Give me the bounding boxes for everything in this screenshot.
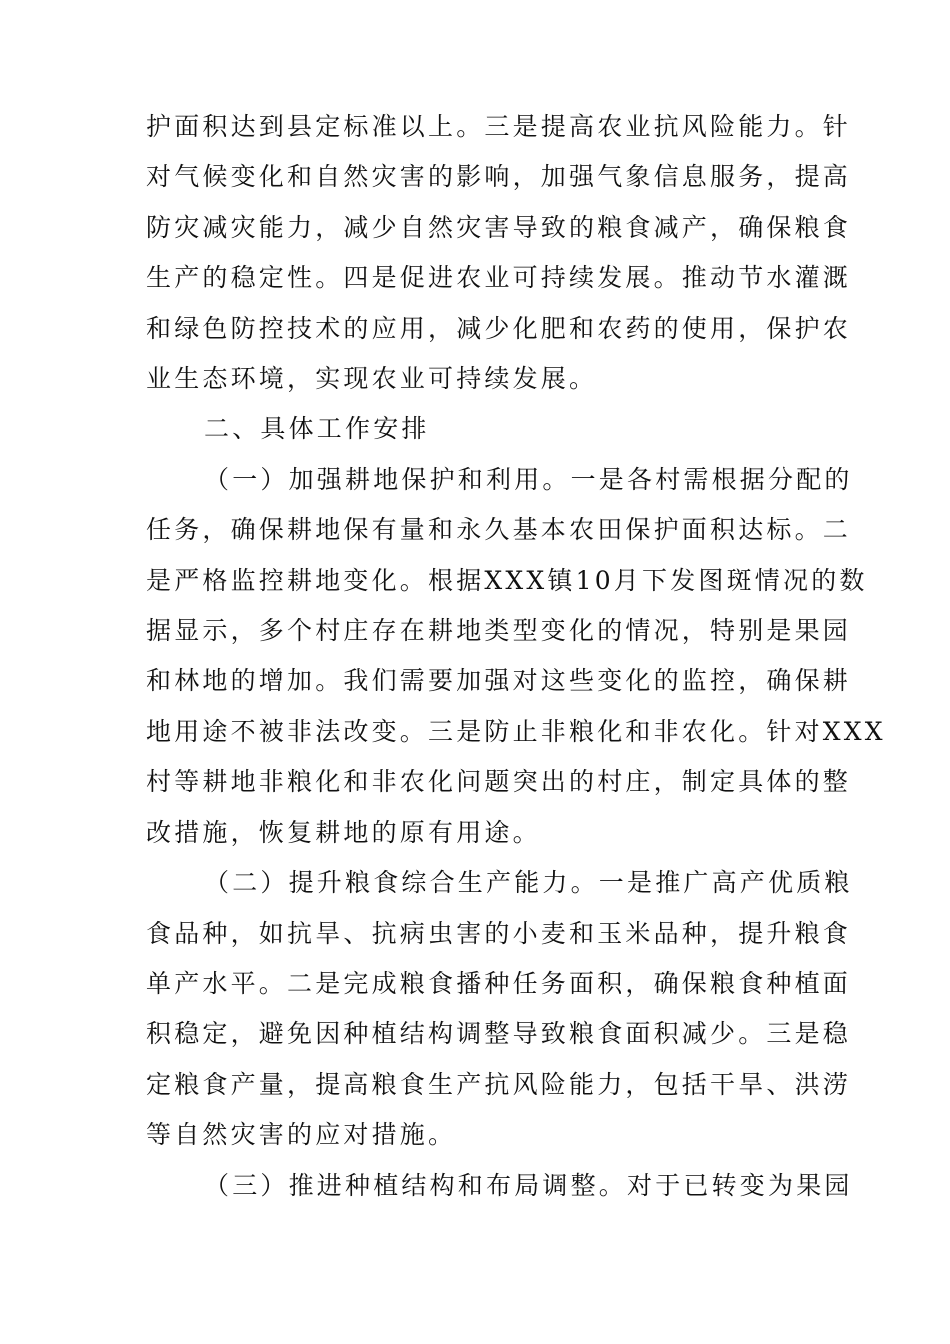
- text-line: 和林地的增加。我们需要加强对这些变化的监控，确保耕: [146, 666, 852, 696]
- text-line: 单产水平。二是完成粮食播种任务面积，确保粮食种植面: [146, 968, 852, 998]
- text-line: 是严格监控耕地变化。根据XXX镇10月下发图斑情况的数: [146, 565, 868, 595]
- section-heading: [146, 404, 806, 454]
- text-line: 定粮食产量，提高粮食生产抗风险能力，包括干旱、洪涝: [146, 1069, 852, 1099]
- text-line: 等自然灾害的应对措施。: [146, 1120, 457, 1150]
- text-line: 业生态环境，实现农业可持续发展。: [146, 364, 598, 394]
- text-line: 积稳定，避免因种植结构调整导致粮食面积减少。三是稳: [146, 1019, 852, 1049]
- text-line: （三）推进种植结构和布局调整。对于已转变为果园: [204, 1170, 853, 1200]
- text-line: （一）加强耕地保护和利用。一是各村需根据分配的: [204, 464, 853, 494]
- paragraph-grain-capacity: [146, 858, 853, 1160]
- text-line: 食品种，如抗旱、抗病虫害的小麦和玉米品种，提升粮食: [146, 918, 852, 948]
- paragraph-planting-structure: [146, 1161, 853, 1211]
- text-line: 改措施，恢复耕地的原有用途。: [146, 817, 541, 847]
- text-line: 任务，确保耕地保有量和永久基本农田保护面积达标。二: [146, 515, 852, 545]
- text-line: 村等耕地非粮化和非农化问题突出的村庄，制定具体的整: [146, 767, 852, 797]
- heading-line: 二、具体工作安排: [204, 414, 430, 444]
- paragraph-farmland-protection: [146, 455, 886, 858]
- body-text: [146, 102, 886, 1211]
- text-line: 对气候变化和自然灾害的影响，加强气象信息服务，提高: [146, 162, 852, 192]
- text-line: 和绿色防控技术的应用，减少化肥和农药的使用，保护农: [146, 313, 852, 343]
- text-line: 生产的稳定性。四是促进农业可持续发展。推动节水灌溉: [146, 263, 852, 293]
- text-line: 护面积达到县定标准以上。三是提高农业抗风险能力。针: [146, 112, 852, 141]
- text-line: 据显示，多个村庄存在耕地类型变化的情况，特别是果园: [146, 616, 852, 646]
- text-line: 地用途不被非法改变。三是防止非粮化和非农化。针对XXX: [146, 716, 886, 746]
- paragraph-continuation: [146, 102, 852, 404]
- text-line: （二）提升粮食综合生产能力。一是推广高产优质粮: [204, 868, 853, 898]
- text-line: 防灾减灾能力，减少自然灾害导致的粮食减产，确保粮食: [146, 212, 852, 242]
